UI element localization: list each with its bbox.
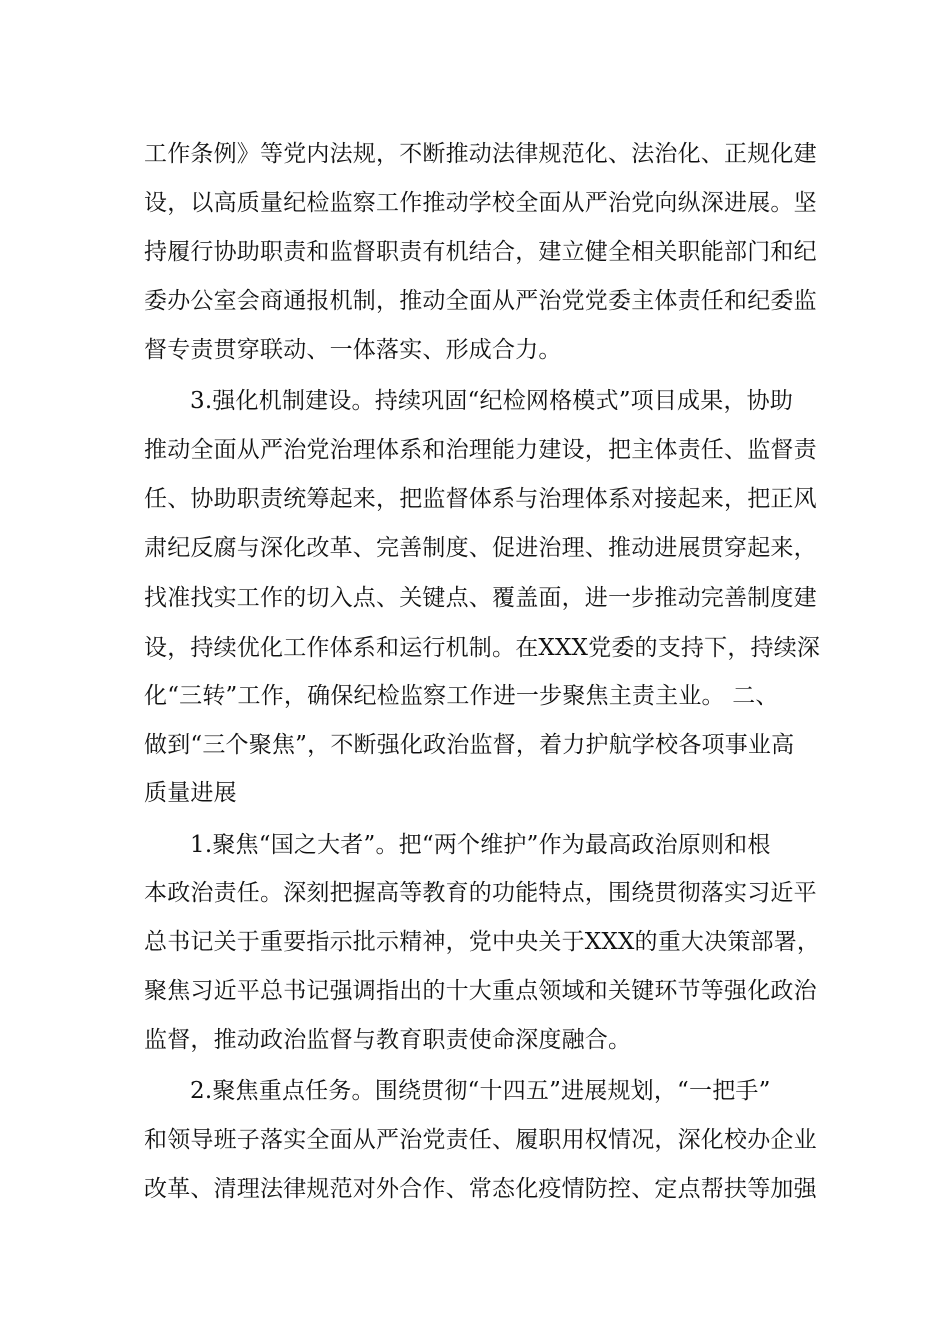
text-line: 设，持续优化工作体系和运行机制。在XXX党委的支持下，持续深 (144, 635, 821, 661)
text-line: 和领导班子落实全面从严治党责任、履职用权情况，深化校办企业 (144, 1127, 817, 1153)
text-line: 推动全面从严治党治理体系和治理能力建设，把主体责任、监督责 (144, 437, 817, 463)
text-line: 委办公室会商通报机制，推动全面从严治党党委主体责任和纪委监 (144, 288, 817, 314)
text-line: 改革、清理法律规范对外合作、常态化疫情防控、定点帮扶等加强 (144, 1176, 817, 1202)
paragraph-first-line: 3.强化机制建设。持续巩固“纪检网格模式”项目成果，协助 (190, 388, 794, 414)
text-line: 总书记关于重要指示批示精神，党中央关于XXX的重大决策部署， (144, 929, 821, 955)
text-line: 找准找实工作的切入点、关键点、覆盖面，进一步推动完善制度建 (144, 585, 817, 611)
text-line: 肃纪反腐与深化改革、完善制度、促进治理、推动进展贯穿起来， (144, 535, 817, 561)
paragraph-first-line: 2.聚焦重点任务。围绕贯彻“十四五”进展规划，“一把手” (190, 1078, 771, 1104)
text-line: 聚焦习近平总书记强调指出的十大重点领域和关键环节等强化政治 (144, 978, 817, 1004)
text-line: 化“三转”工作，确保纪检监察工作进一步聚焦主责主业。 二、 (144, 683, 779, 709)
text-line: 持履行协助职责和监督职责有机结合，建立健全相关职能部门和纪 (144, 239, 817, 265)
text-line: 本政治责任。深刻把握高等教育的功能特点，围绕贯彻落实习近平 (144, 880, 817, 906)
text-line: 监督，推动政治监督与教育职责使命深度融合。 (144, 1027, 632, 1053)
text-line: 做到“三个聚焦”，不断强化政治监督，着力护航学校各项事业高 (144, 732, 795, 758)
text-line: 设，以高质量纪检监察工作推动学校全面从严治党向纵深进展。坚 (144, 190, 817, 216)
text-line: 任、协助职责统筹起来，把监督体系与治理体系对接起来，把正风 (144, 486, 817, 512)
paragraph-first-line: 1.聚焦“国之大者”。把“两个维护”作为最高政治原则和根 (190, 832, 771, 858)
text-line: 工作条例》等党内法规，不断推动法律规范化、法治化、正规化建 (144, 141, 817, 167)
text-line: 质量进展 (144, 780, 237, 806)
text-line: 督专责贯穿联动、一体落实、形成合力。 (144, 337, 562, 363)
